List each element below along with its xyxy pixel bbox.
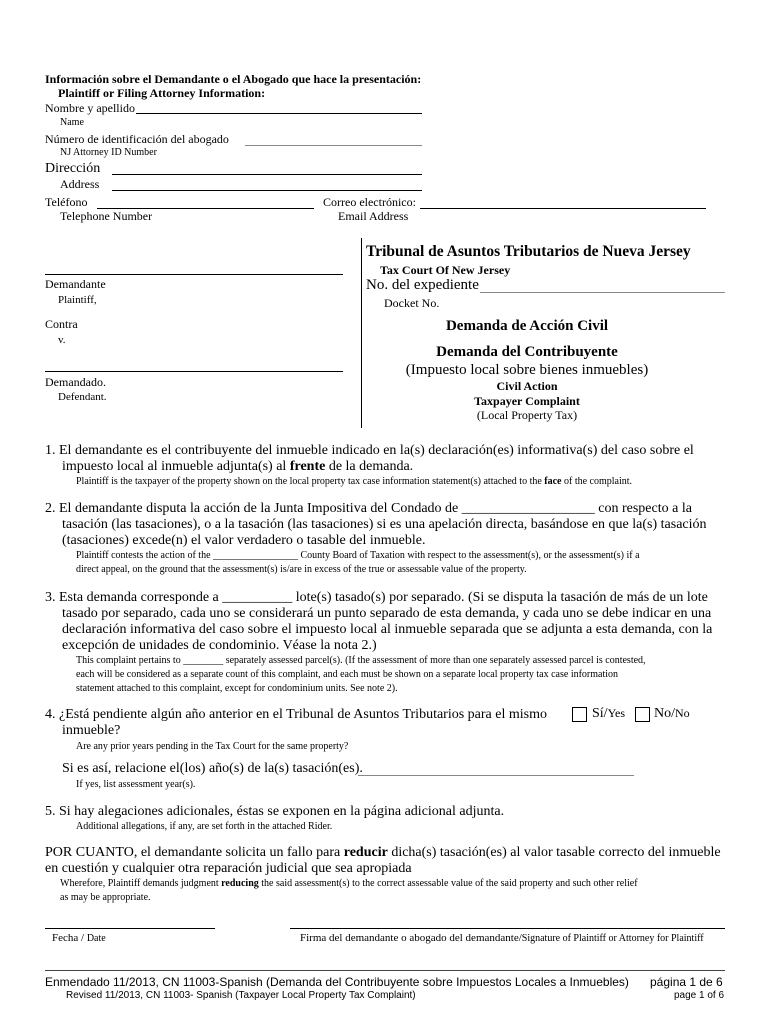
attorney-id-label-en: NJ Attorney ID Number	[60, 147, 157, 158]
wherefore-text-es-line2: en cuestión y cualquier otra reparación judicial que sea apropiada	[45, 861, 412, 876]
signature-field[interactable]	[290, 928, 725, 929]
date-field[interactable]	[45, 928, 215, 929]
yes-checkbox[interactable]	[572, 707, 587, 722]
address-label-es: Dirección	[45, 161, 101, 176]
name-label-es: Nombre y apellido	[45, 101, 135, 115]
info-heading-es: Información sobre el Demandante o el Abogado que hace la presentación:	[45, 72, 422, 86]
item3-text-es-line3: declaración informativa del caso sobre el impuesto local al inmueble separada que se adjunta a esta demanda, con la	[62, 622, 713, 637]
wherefore-text-en-line2: as may be appropriate.	[60, 892, 151, 903]
item2-text-en-line1: Plaintiff contests the action of the _________________ County Board of Taxation with respect to the assessment(s), or the assessment(s) if a	[76, 550, 640, 561]
item2-text-en-line2: direct appeal, on the ground that the assessment(s) is/are in excess of the true or assessable value of the property.	[76, 564, 527, 575]
item5-text-en: Additional allegations, if any, are set forth in the attached Rider.	[76, 821, 333, 832]
local-property-tax-en: (Local Property Tax)	[476, 408, 578, 422]
taxpayer-complaint-en: Taxpayer Complaint	[474, 394, 580, 408]
address-label-en: Address	[60, 177, 100, 191]
email-label-en: Email Address	[338, 209, 409, 223]
defendant-name-field[interactable]	[45, 371, 343, 372]
date-label: Fecha / Date	[52, 932, 106, 944]
item3-text-es-line1: 3. Esta demanda corresponde a __________ lote(s) tasado(s) por separado. (Si se disputa la tasación de más de un lote	[45, 590, 708, 605]
name-label-en: Name	[60, 117, 84, 128]
yes-label: Sí/Yes	[592, 706, 626, 721]
item2-text-es-line3: (tasaciones) excede(n) el valor verdadero o tasable del inmueble.	[62, 533, 426, 548]
item4-text-es-line2: inmueble?	[62, 723, 121, 738]
footer-rule	[45, 970, 725, 971]
name-field[interactable]	[136, 113, 422, 114]
phone-label-es: Teléfono	[45, 195, 88, 209]
docket-label-en: Docket No.	[384, 296, 440, 310]
item3-text-en-line2: each will be considered as a separate count of this complaint, and each must be shown on a separate local property tax case information	[76, 669, 619, 680]
footer-revision-en: Revised 11/2013, CN 11003- Spanish (Taxpayer Local Property Tax Complaint)	[66, 990, 416, 1001]
plaintiff-name-field[interactable]	[45, 274, 343, 275]
attorney-id-label-es: Número de identificación del abogado	[45, 132, 229, 146]
item5-text-es: 5. Si hay alegaciones adicionales, éstas se exponen en la página adicional adjunta.	[45, 804, 505, 819]
item3-text-en-line3: statement attached to this complaint, except for condominium units. See note 2).	[76, 683, 398, 694]
item1-text-en: Plaintiff is the taxpayer of the property shown on the local property tax case information statement(s) attached to the face of the complaint.	[76, 476, 633, 487]
civil-action-en: Civil Action	[496, 379, 558, 393]
item1-text-es-line2: impuesto local al inmueble adjunta(s) al frente de la demanda.	[62, 459, 414, 474]
plaintiff-label-es: Demandante	[45, 277, 106, 291]
versus-label-es: Contra	[45, 317, 78, 331]
phone-label-en: Telephone Number	[60, 209, 153, 223]
plaintiff-label-en: Plaintiff,	[58, 294, 97, 306]
defendant-label-es: Demandado.	[45, 375, 106, 389]
wherefore-text-en-line1: Wherefore, Plaintiff demands judgment reducing the said assessment(s) to the correct assessable value of the said property and such other relief	[60, 878, 638, 889]
assessment-years-field[interactable]	[358, 775, 634, 776]
info-heading-en: Plaintiff or Filing Attorney Information:	[58, 86, 266, 100]
local-property-tax-es: (Impuesto local sobre bienes inmuebles)	[405, 362, 649, 378]
no-label: No/No	[654, 706, 690, 721]
wherefore-text-es-line1: POR CUANTO, el demandante solicita un fallo para reducir dicha(s) tasación(es) al valor tasable correcto del inmueble	[45, 845, 721, 860]
item2-text-es-line2: tasación (las tasaciones), o a la tasación (las tasaciones) si es una apelación directa, basándose en que la(s) tasación	[62, 517, 707, 532]
defendant-label-en: Defendant.	[58, 391, 107, 403]
court-title-en: Tax Court Of New Jersey	[380, 263, 511, 277]
court-title-es: Tribunal de Asuntos Tributarios de Nueva Jersey	[366, 243, 691, 260]
email-field[interactable]	[420, 208, 706, 209]
taxpayer-complaint-es: Demanda del Contribuyente	[436, 344, 618, 360]
item3-text-en-line1: This complaint pertains to ________ separately assessed parcel(s). (If the assessment of more than one separately assessed parcel is contested,	[76, 655, 646, 666]
address-field-line2[interactable]	[112, 190, 422, 191]
item3-text-es-line2: tasado por separado, cada uno se considerará un punto separado de esta demanda, y cada uno se debe indicar en una	[62, 606, 712, 621]
footer-revision-es: Enmendado 11/2013, CN 11003-Spanish (Demanda del Contribuyente sobre Impuestos Locales a Inmuebles)	[45, 975, 629, 989]
email-label-es: Correo electrónico:	[323, 195, 416, 209]
docket-label-es: No. del expediente	[366, 277, 479, 293]
address-field-line1[interactable]	[112, 174, 422, 175]
versus-label-en: v.	[58, 334, 66, 346]
item4-text-en: Are any prior years pending in the Tax Court for the same property?	[76, 741, 349, 752]
no-checkbox[interactable]	[635, 707, 650, 722]
item1-text-es-line1: 1. El demandante es el contribuyente del inmueble indicado en la(s) declaración(es) informativa(s) del caso sobre el	[45, 443, 694, 458]
page-number-en: page 1 of 6	[674, 990, 725, 1001]
item4-list-years-es: Si es así, relacione el(los) año(s) de la(s) tasación(es).	[62, 761, 363, 776]
page-number-es: página 1 de 6	[650, 975, 723, 989]
item4-list-years-en: If yes, list assessment year(s).	[76, 779, 196, 790]
docket-number-field[interactable]	[480, 292, 725, 293]
item3-text-es-line4: excepción de unidades de condominio. Véase la nota 2.)	[62, 638, 377, 653]
item4-text-es-line1: 4. ¿Está pendiente algún año anterior en el Tribunal de Asuntos Tributarios para el mismo	[45, 707, 547, 722]
attorney-id-field[interactable]	[245, 145, 422, 146]
item2-text-es-line1: 2. El demandante disputa la acción de la Junta Impositiva del Condado de ___________________ con respecto a la	[45, 501, 692, 516]
signature-label: Firma del demandante o abogado del demandante/Signature of Plaintiff or Attorney for Plaintiff	[300, 932, 704, 944]
complaint-title-es: Demanda de Acción Civil	[445, 318, 609, 334]
